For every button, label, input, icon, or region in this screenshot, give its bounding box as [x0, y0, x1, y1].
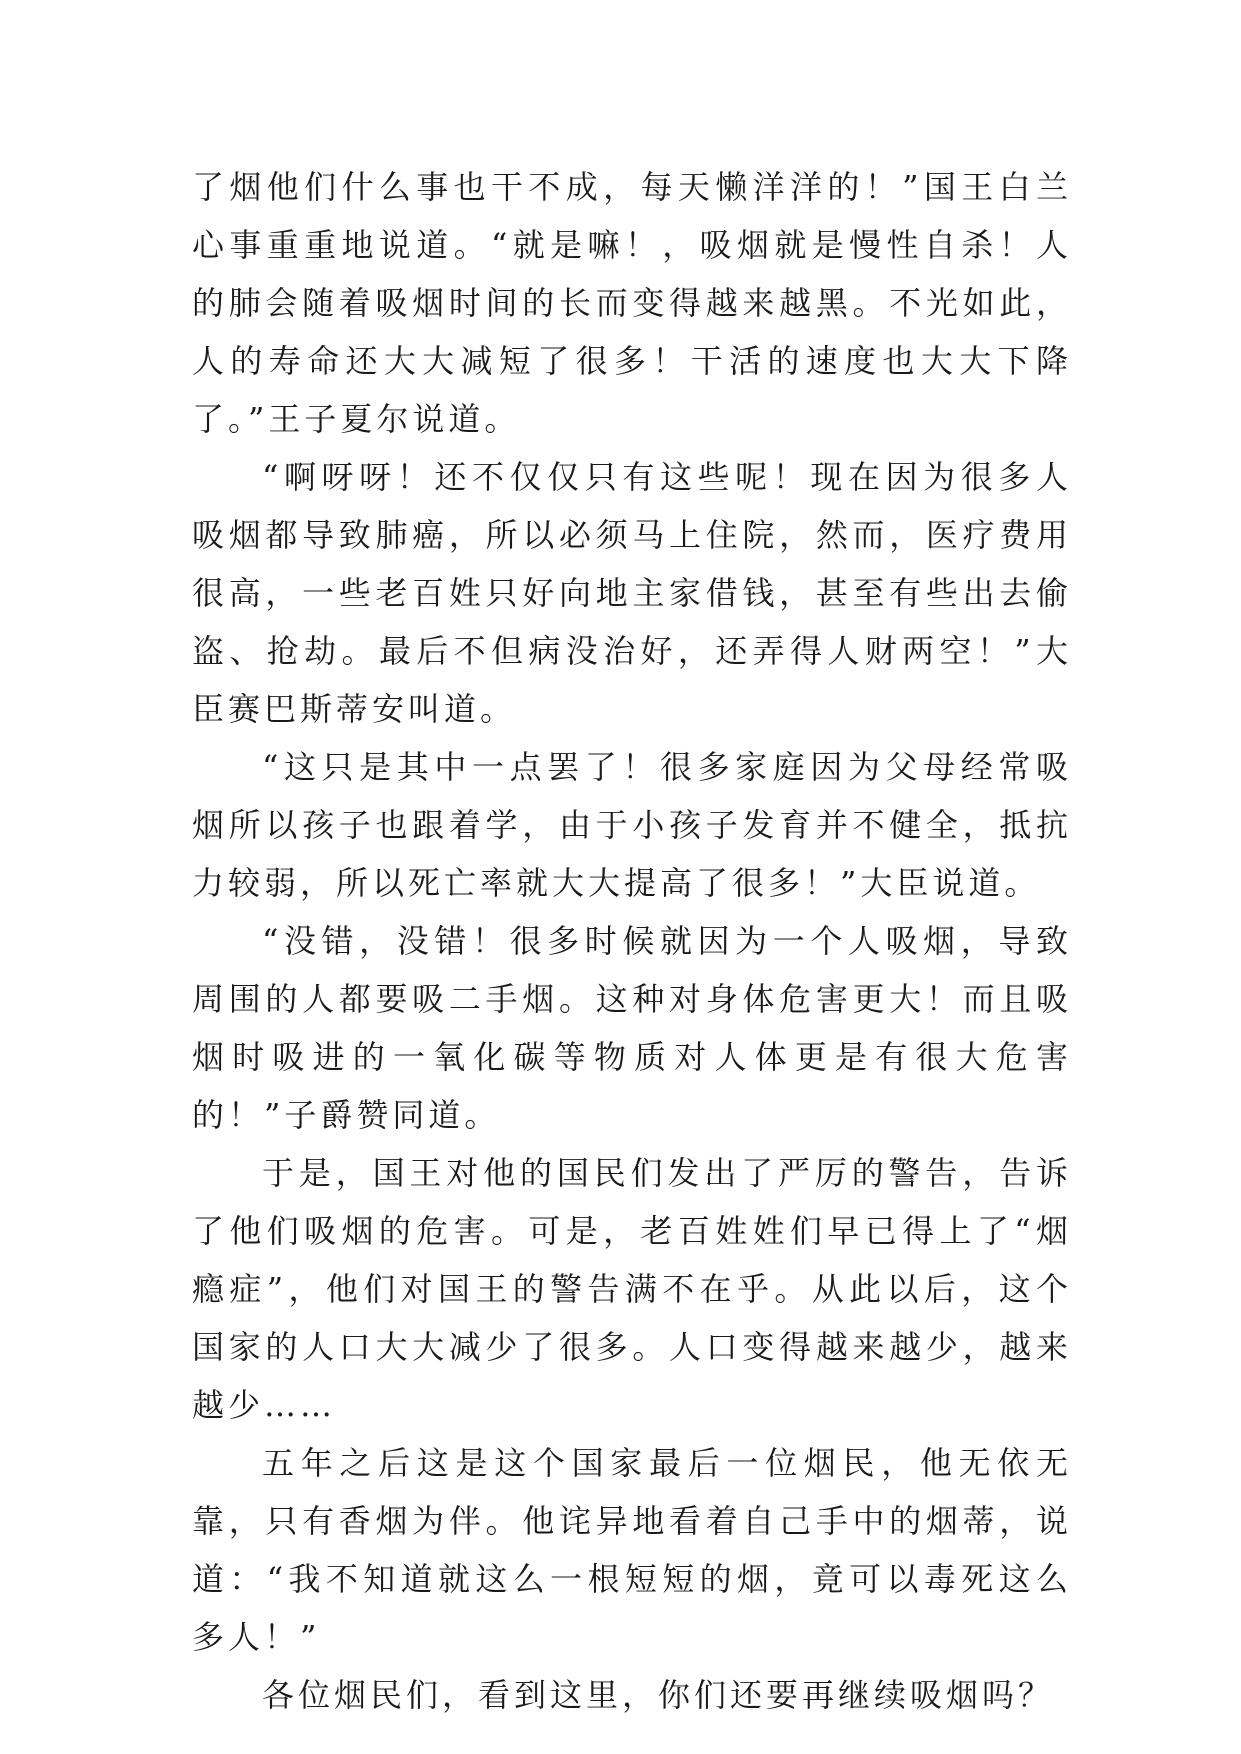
article-body	[192, 158, 1072, 1724]
paragraph-4: “没错，没错！很多时候就因为一个人吸烟，导致周围的人都要吸二手烟。这种对身体危害更大！而且吸烟时吸进的一氧化碳等物质对人体更是有很大危害的！”子爵赞同道。	[192, 922, 1072, 1134]
paragraph-7: 各位烟民们，看到这里，你们还要再继续吸烟吗？	[262, 1676, 1055, 1714]
paragraph-5: 于是，国王对他的国民们发出了严厉的警告，告诉了他们吸烟的危害。可是，老百姓姓们早已得上了“烟瘾症”，他们对国王的警告满不在乎。从此以后，这个国家的人口大大减少了很多。人口变得越来越少，越来越少……	[192, 1154, 1072, 1424]
paragraph-2: “啊呀呀！还不仅仅只有这些呢！现在因为很多人吸烟都导致肺癌，所以必须马上住院，然而，医疗费用很高，一些老百姓只好向地主家借钱，甚至有些出去偷盗、抢劫。最后不但病没治好，还弄得人财两空！”大臣赛巴斯蒂安叫道。	[192, 458, 1072, 728]
paragraph-3: “这只是其中一点罢了！很多家庭因为父母经常吸烟所以孩子也跟着学，由于小孩子发育并不健全，抵抗力较弱，所以死亡率就大大提高了很多！”大臣说道。	[192, 748, 1072, 902]
paragraph-6: 五年之后这是这个国家最后一位烟民，他无依无靠，只有香烟为伴。他诧异地看着自己手中的烟蒂，说道：“我不知道就这么一根短短的烟，竟可以毒死这么多人！”	[192, 1444, 1072, 1656]
paragraph-1: 了烟他们什么事也干不成，每天懒洋洋的！”国王白兰心事重重地说道。“就是嘛！，吸烟就是慢性自杀！人的肺会随着吸烟时间的长而变得越来越黑。不光如此，人的寿命还大大减短了很多！干活的速度也大大下降了。”王子夏尔说道。	[192, 168, 1072, 438]
